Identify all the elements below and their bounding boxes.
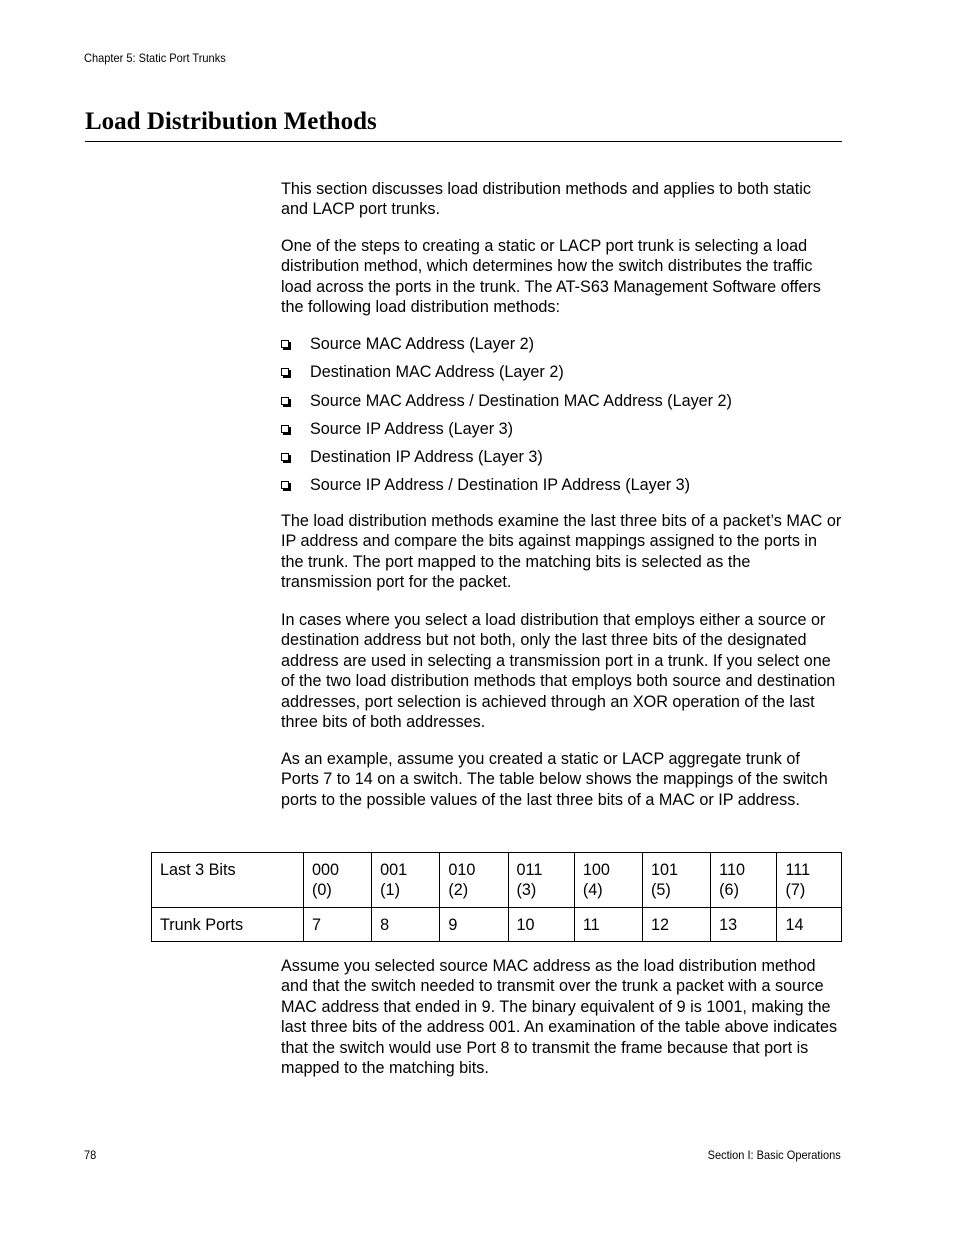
section-title-rule — [85, 106, 842, 142]
table-cell: 7 — [304, 907, 372, 941]
checkbox-bullet-icon — [281, 397, 289, 405]
checkbox-bullet-icon — [281, 481, 289, 489]
section-title: Load Distribution Methods — [85, 108, 377, 135]
table-row-ports — [152, 907, 842, 941]
checkbox-bullet-icon — [281, 453, 289, 461]
table-row-bits — [152, 853, 842, 908]
table-cell: 011 (3) — [508, 853, 574, 908]
table-cell: 14 — [777, 907, 842, 941]
running-head: Chapter 5: Static Port Trunks — [84, 51, 226, 65]
list-item-label: Source IP Address / Destination IP Address (Layer 3) — [310, 476, 691, 495]
table-cell: 000 (0) — [304, 853, 372, 908]
paragraph-example: As an example, assume you created a static or LACP aggregate trunk of Ports 7 to 14 on a switch. The table below shows the mappings of the switch ports to the possible values of the last three bits of a MAC or IP address. — [281, 750, 828, 809]
checkbox-bullet-icon — [281, 340, 289, 348]
page-number: 78 — [84, 1148, 97, 1162]
table-cell: 101 (5) — [643, 853, 711, 908]
checkbox-bullet-icon — [281, 425, 289, 433]
checkbox-bullet-icon — [281, 368, 289, 376]
list-item — [281, 446, 842, 474]
bits-mapping-table — [151, 852, 842, 942]
paragraph-assume: Assume you selected source MAC address as the load distribution method and that the switch needed to transmit over the trunk a packet with a source MAC address that ended in 9. The binary equivalent of 9 is 1001, making the last three bits of the address 001. An examination of the table above indicates that the switch would use Port 8 to transmit the frame because that port is mapped to the matching bits. — [281, 957, 838, 1078]
methods-list — [281, 333, 842, 503]
table-cell: 010 (2) — [440, 853, 508, 908]
table-cell: 001 (1) — [372, 853, 440, 908]
table-cell: 100 (4) — [574, 853, 642, 908]
list-item — [281, 390, 842, 418]
table-cell: 10 — [508, 907, 574, 941]
table-cell: 111 (7) — [777, 853, 842, 908]
list-item — [281, 418, 842, 446]
list-item — [281, 361, 842, 389]
table-cell: 11 — [574, 907, 642, 941]
list-item-label: Source MAC Address / Destination MAC Address (Layer 2) — [310, 391, 732, 410]
paragraph-intro: This section discusses load distribution methods and applies to both static and LACP port trunks. — [281, 180, 811, 219]
list-item-label: Destination IP Address (Layer 3) — [310, 448, 543, 467]
table-cell: 13 — [711, 907, 777, 941]
list-item — [281, 333, 842, 361]
table-header-cell: Last 3 Bits — [152, 853, 304, 908]
table-cell: 8 — [372, 907, 440, 941]
paragraph-cases: In cases where you select a load distribution that employs either a source or destination address but not both, only the last three bits of the designated address are used in selecting a transmission port in a trunk. If you select one of the two load distribution methods that employs both source and destination addresses, port selection is achieved through an XOR operation of the last three bits of both addresses. — [281, 611, 836, 732]
list-item-label: Source IP Address (Layer 3) — [310, 419, 514, 438]
paragraph-examine: The load distribution methods examine the last three bits of a packet’s MAC or IP address and compare the bits against mappings assigned to the ports in the trunk. The port mapped to the matching bits is selected as the transmission port for the packet. — [281, 512, 842, 592]
footer-section-name: Section I: Basic Operations — [707, 1148, 841, 1162]
list-item-label: Destination MAC Address (Layer 2) — [310, 363, 564, 382]
list-item — [281, 474, 842, 502]
list-item-label: Source MAC Address (Layer 2) — [310, 335, 535, 353]
table-cell: 9 — [440, 907, 508, 941]
table-cell: 12 — [643, 907, 711, 941]
paragraph-steps: One of the steps to creating a static or LACP port trunk is selecting a load distribution method, which determines how the switch distributes the traffic load across the ports in the trunk. The AT-S63 Management Software offers the following load distribution methods: — [281, 237, 821, 317]
table-header-cell: Trunk Ports — [152, 907, 304, 941]
table-cell: 110 (6) — [711, 853, 777, 908]
